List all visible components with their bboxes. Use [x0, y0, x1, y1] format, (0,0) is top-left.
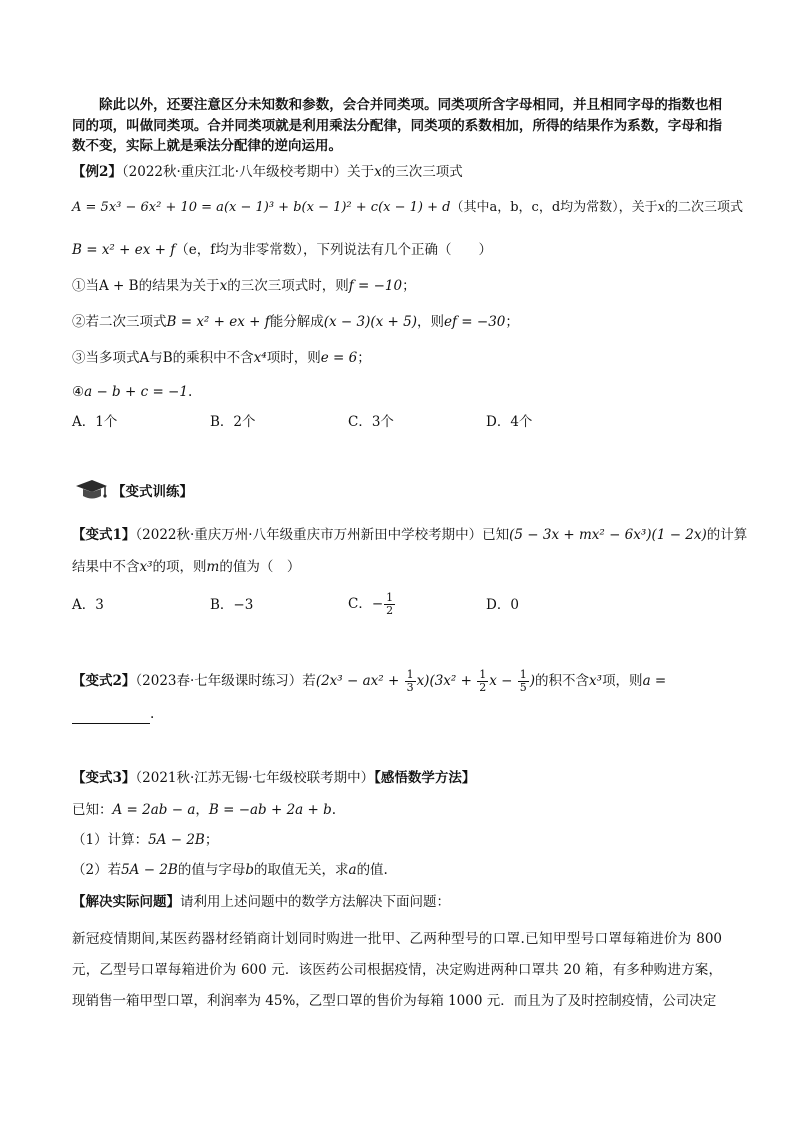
fraction: $\frac{1}{5}$: [519, 668, 527, 694]
variant3-q1: （1）计算：5A − 2B；: [72, 832, 219, 848]
variant1-options: [72, 592, 722, 618]
option-c[interactable]: C．3个: [348, 414, 394, 430]
option-a[interactable]: A．1个: [72, 414, 118, 430]
option-b[interactable]: B．2个: [210, 414, 256, 430]
intro-paragraph: [72, 95, 722, 157]
statement-3: ③当多项式A与B的乘积中不含x⁴项时，则e = 6；: [72, 350, 371, 366]
option-d[interactable]: D．4个: [486, 414, 533, 430]
variant3-practical: 【解决实际问题】请利用上述问题中的数学方法解决下面问题：: [72, 894, 450, 910]
option-b[interactable]: B．−3: [210, 597, 254, 613]
fraction: $\frac{1}{2}$: [479, 668, 487, 694]
variant2-line1: 【变式2】（2023春·七年级课时练习）若(2x³ − ax² + $\frac{1}{3}$ x)(3x² + $\frac{1}{2}$ x − $\frac{1}{5}$ )的积不含x³项，则a =: [72, 668, 667, 694]
intro-text: 除此以外，还要注意区分未知数和参数，会合并同类项。同类项所含字母相同，并且相同字母的指数也相同的项，叫做同类项。合并同类项就是利用乘法分配律，同类项的系数相加，所得的结果作为系数，字母和指数不变，实际上就是乘法分配律的逆向运用。: [72, 97, 722, 154]
variant3-header: 【变式3】（2021秋·江苏无锡·七年级校联考期中）【感悟数学方法】: [72, 770, 476, 786]
option-a[interactable]: A．3: [72, 597, 104, 613]
example2-expr-b: B = x² + ex + f（e，f均为非零常数），下列说法有几个正确（ ）: [72, 242, 492, 258]
variant2-tag: 【变式2】: [72, 673, 136, 689]
statement-2: ②若二次三项式B = x² + ex + f能分解成(x − 3)(x + 5)，则ef = −30；: [72, 314, 519, 330]
fraction: $\frac{1}{2}$: [386, 591, 394, 617]
option-c[interactable]: C．− $\frac{1}{2}$: [348, 591, 394, 617]
answer-blank[interactable]: [72, 709, 150, 724]
variant1-line1: 【变式1】（2022秋·重庆万州·八年级重庆市万州新田中学校考期中）已知(5 − 3x + mx² − 6x³)(1 − 2x)的计算: [72, 527, 748, 543]
fraction: $\frac{1}{3}$: [406, 668, 414, 694]
example2-header: 【例2】（2022秋·重庆江北·八年级校考期中）关于x的三次三项式: [72, 164, 463, 180]
section-title: 【变式训练】: [112, 484, 193, 500]
variant3-story: 新冠疫情期间,某医药器材经销商计划同时购进一批甲、乙两种型号的口罩.已知甲型号口罩每箱进价为 800元，乙型号口罩每箱进价为 600 元．该医药公司根据疫情，决定购进两种口罩共 20 箱，有多种购进方案，现销售一箱甲型口罩，利润率为 45%，乙型口罩的售价为每箱 1000 元．而且为了及时控制疫情，公司决定: [72, 931, 722, 1009]
variant1-line2: 结果中不含x³的项，则m的值为（ ）: [72, 559, 301, 575]
statement-4: ④a − b + c = −1.: [72, 384, 193, 400]
graduation-cap-icon: [74, 478, 108, 502]
example2-expr-a: A = 5x³ − 6x² + 10 = a(x − 1)³ + b(x − 1)² + c(x − 1) + d（其中a，b，c，d均为常数），关于x的二次三项式: [72, 200, 744, 215]
variant1-tag: 【变式1】: [72, 527, 136, 543]
example2-tag: 【例2】: [72, 164, 122, 180]
variant3-q2: （2）若5A − 2B的值与字母b的取值无关，求a的值.: [72, 862, 388, 878]
variant3-tag: 【变式3】: [72, 770, 136, 786]
variant3-given: 已知：A = 2ab − a，B = −ab + 2a + b.: [72, 802, 337, 818]
statement-1: ①当A + B的结果为关于x的三次三项式时，则f = −10；: [72, 278, 416, 294]
example2-options: [72, 412, 722, 432]
section-header: [74, 478, 193, 502]
variant2-answer-line: .: [72, 704, 154, 724]
option-d[interactable]: D．0: [486, 597, 519, 613]
